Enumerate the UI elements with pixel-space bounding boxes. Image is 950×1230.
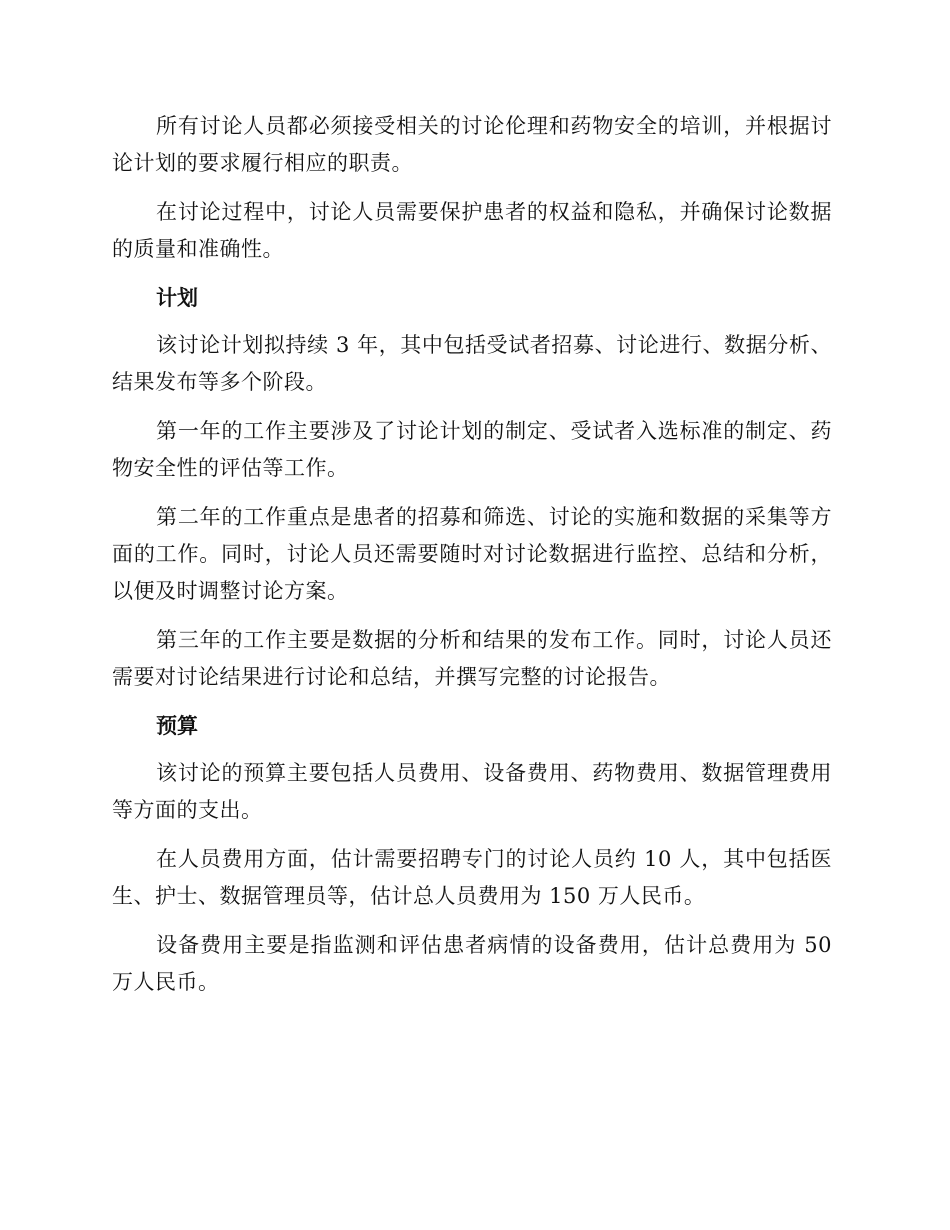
paragraph-privacy: 在讨论过程中，讨论人员需要保护患者的权益和隐私，并确保讨论数据的质量和准确性。 — [112, 200, 832, 261]
paragraph-year-two: 第二年的工作重点是患者的招募和筛选、讨论的实施和数据的采集等方面的工作。同时，讨论人员还需要随时对讨论数据进行监控、总结和分析，以便及时调整讨论方案。 — [112, 505, 832, 603]
paragraph-training: 所有讨论人员都必须接受相关的讨论伦理和药物安全的培训，并根据讨论计划的要求履行相应的职责。 — [112, 114, 832, 175]
section-heading-plan: 计划 — [156, 286, 198, 310]
document-body — [112, 108, 832, 1013]
paragraph-year-one: 第一年的工作主要涉及了讨论计划的制定、受试者入选标准的制定、药物安全性的评估等工作。 — [112, 419, 832, 480]
paragraph-year-three: 第三年的工作主要是数据的分析和结果的发布工作。同时，讨论人员还需要对讨论结果进行讨论和总结，并撰写完整的讨论报告。 — [112, 628, 832, 689]
paragraph-budget-overview: 该讨论的预算主要包括人员费用、设备费用、药物费用、数据管理费用等方面的支出。 — [112, 761, 832, 822]
paragraph-plan-duration: 该讨论计划拟持续 3 年，其中包括受试者招募、讨论进行、数据分析、结果发布等多个阶段。 — [112, 333, 832, 394]
paragraph-personnel-cost: 在人员费用方面，估计需要招聘专门的讨论人员约 10 人，其中包括医生、护士、数据管理员等，估计总人员费用为 150 万人民币。 — [112, 847, 832, 908]
paragraph-equipment-cost: 设备费用主要是指监测和评估患者病情的设备费用，估计总费用为 50 万人民币。 — [112, 933, 832, 994]
section-heading-budget: 预算 — [156, 714, 198, 738]
